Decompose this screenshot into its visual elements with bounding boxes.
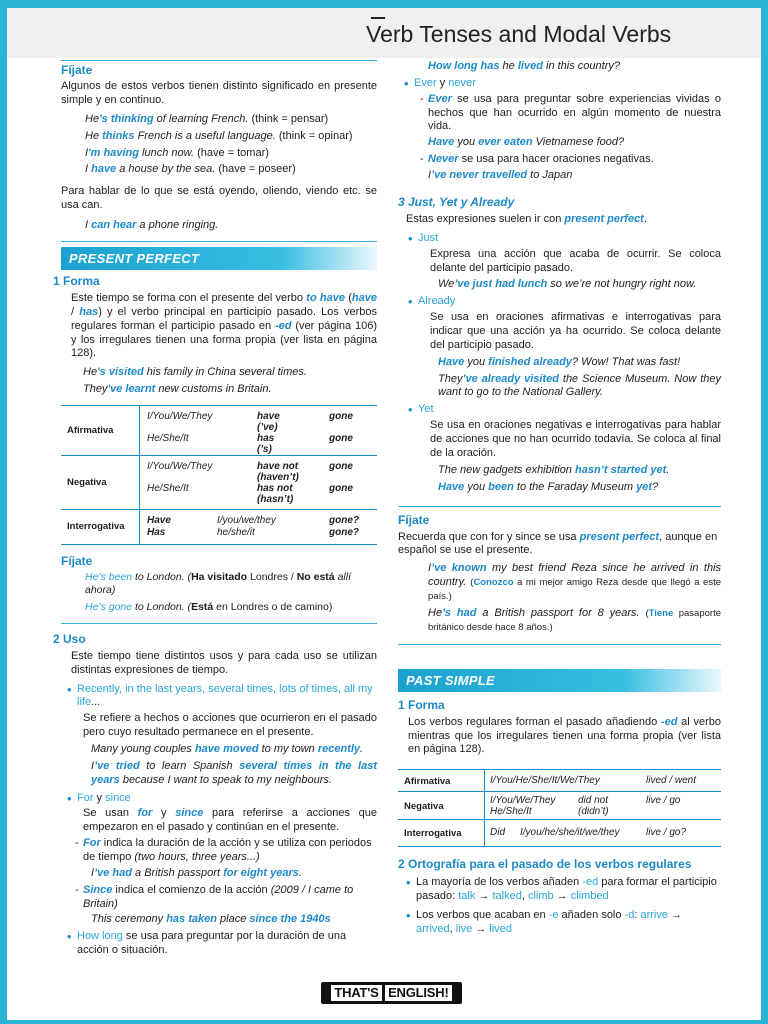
text-segment: Este tiempo se forma con el presente del verbo: [71, 291, 307, 304]
table-cell: he/she/it: [217, 526, 255, 538]
example-line: They've learnt new customs in Britain.: [83, 383, 272, 396]
bottom-accent-bar: [7, 1020, 761, 1024]
bullet-item: • Ever y never: [402, 77, 721, 91]
text-segment: has: [79, 305, 99, 318]
dash-item: - Since indica el comienzo de la acción (2009 / I came to Britain): [75, 884, 377, 912]
table-cell: Have: [147, 514, 171, 526]
bullet-item: • Los verbos que acaban en -e añaden solo -d: arrive → arrived, live → lived: [404, 909, 721, 937]
section-band-present-perfect: PRESENT PERFECT: [61, 247, 377, 270]
page-title: Verb Tenses and Modal Verbs: [366, 21, 672, 47]
row-label: Afirmativa: [404, 776, 451, 788]
row-label: Afirmativa: [67, 424, 114, 436]
example-line: He’s gone to London. (Está en Londres o de camino): [85, 600, 333, 613]
table-cell: has not: [257, 482, 293, 494]
table-row: [61, 456, 377, 510]
subheading: 1 Forma: [398, 697, 445, 712]
example-line: He’s had a British passport for 8 years. (Tiene pasaporte británico desde hace 8 años.): [428, 606, 721, 633]
example-line: They’ve already visited the Science Museum. Now they want to go to the National Gallery.: [438, 372, 721, 399]
text-segment: /: [71, 305, 80, 318]
bullet-paragraph: Expresa una acción que acaba de ocurrir. Se coloca delante del participio pasado.: [430, 247, 721, 274]
table-row: [398, 792, 721, 820]
table-cell: gone?: [329, 514, 359, 526]
table-cell: (’s): [257, 443, 272, 455]
example-line: How long has he lived in this country?: [428, 60, 620, 72]
logo-text-a: THAT'S: [331, 985, 381, 1001]
present-perfect-table: [61, 405, 377, 545]
fijate-para: Para hablar de lo que se está oyendo, oliendo, viendo etc. se usa can.: [61, 185, 377, 212]
bullet-item: • Recently, in the last years, several times, lots of times, all my life...: [65, 683, 377, 711]
jya-paragraph: Estas expresiones suelen ir con present perfect.: [406, 212, 647, 225]
text-segment: -ed: [275, 319, 292, 332]
table-cell: (’ve): [257, 421, 278, 433]
bullet-paragraph: Se refiere a hechos o acciones que ocurrieron en el pasado pero cuyo resultado permanece en el presente.: [83, 712, 377, 739]
bullet-item: • For y since: [65, 792, 377, 806]
table-cell: (didn’t): [578, 806, 609, 818]
dash-item: - For indica la duración de la acción y se utiliza con periodos de tiempo (two hours, three years...): [75, 837, 377, 865]
table-cell: gone: [329, 482, 353, 494]
fijate-intro: Algunos de estos verbos tienen distinto significado en presente simple y en continuo.: [61, 80, 377, 106]
table-cell: I/You/We/They: [147, 460, 213, 472]
text-segment: have: [351, 291, 377, 304]
text-segment: (ver página 106) y los irregulares tienen una forma propia (ver lista en página 128).: [71, 319, 377, 360]
example-line: I’ve had a British passport for eight years.: [91, 866, 302, 879]
text-segment: (: [344, 291, 352, 304]
table-cell: I/You/We/They: [147, 410, 213, 422]
fijate-paragraph: Recuerda que con for y since se usa present perfect, aunque en español se use el presente.: [398, 530, 718, 557]
table-row: [61, 510, 377, 544]
example-line: We’ve just had lunch so we’re not hungry right now.: [438, 278, 697, 291]
fijate-box-1: [61, 60, 377, 242]
table-cell: live / go?: [646, 827, 687, 839]
fijate-heading: Fíjate: [61, 553, 93, 568]
row-label: Negativa: [67, 476, 107, 488]
table-cell: Did: [490, 827, 506, 839]
table-cell: lived / went: [646, 775, 697, 787]
example-line: Have you ever eaten Vietnamese food?: [428, 136, 625, 149]
table-cell: gone: [329, 460, 353, 472]
bullet-paragraph: Se usa en oraciones negativas e interrogativas para hablar de acciones que no han ocurrido todavía. Se coloca al final de la oración.: [430, 419, 721, 459]
example-line: The new gadgets exhibition hasn’t started yet.: [438, 463, 670, 476]
uso-paragraph: Este tiempo tiene distintos usos y para cada uso se utilizan distintas expresiones de tiempo.: [71, 649, 377, 676]
example-line: I’ve tried to learn Spanish several times in the last years because I want to speak to my neighbours.: [91, 759, 377, 786]
example-line: I have a house by the sea. (have = poseer): [85, 163, 296, 176]
forma-paragraph: [53, 292, 377, 361]
example-line: Have you finished already? Wow! That was fast!: [438, 355, 681, 368]
table-cell: did not: [578, 795, 609, 807]
thats-english-logo: [321, 982, 462, 1004]
table-cell: have: [257, 410, 280, 422]
dash-item: - Ever se usa para preguntar sobre experiencias vividas o hechos que han ocurrido en algún momento de nuestra vida.: [420, 93, 721, 135]
example-line: I can hear a phone ringing.: [85, 218, 219, 231]
subheading: 2 Ortografía para el pasado de los verbos regulares: [398, 857, 692, 872]
bullet-item: • La mayoría de los verbos añaden -ed para formar el participio pasado: talk → talked, climb → climbed: [404, 876, 721, 904]
bullet-item: • How long se usa para preguntar por la duración de una acción o situación.: [65, 930, 377, 958]
text-segment: to have: [306, 291, 345, 304]
table-cell: gone: [329, 410, 353, 422]
example-line: He's visited his family in China several times.: [83, 366, 307, 379]
forma-paragraph: Los verbos regulares forman el pasado añadiendo -ed al verbo mientras que los irregulares tienen una forma propia (ver lista en página 128).: [408, 715, 721, 756]
example-line: Many young couples have moved to my town recently.: [91, 743, 364, 755]
table-cell: He/She/It: [490, 806, 532, 818]
text-segment: ) y el verbo principal en participio pasado. Los verbos regulares forman el participio pasado en: [71, 305, 377, 332]
table-cell: (haven’t): [257, 471, 299, 483]
subheading: 3 Just, Yet y Already: [398, 194, 515, 209]
example-line: Have you been to the Faraday Museum yet?: [438, 480, 659, 493]
example-line: He thinks French is a useful language. (think = opinar): [85, 129, 353, 142]
table-cell: I/You/We/They: [490, 795, 556, 807]
logo-text-b: ENGLISH!: [385, 985, 452, 1001]
example-line: He’s been to London. (Ha visitado Londres / No está allí ahora): [85, 571, 351, 597]
table-cell: I/You/He/She/It/We/They: [490, 775, 600, 787]
table-cell: Has: [147, 526, 166, 538]
top-accent-bar: [7, 0, 761, 8]
fijate-heading: Fíjate: [398, 513, 430, 528]
left-column: [53, 60, 377, 960]
example-line: This ceremony has taken place since the 1940s: [91, 913, 331, 926]
fijate-box-3: [398, 506, 721, 644]
right-column: [390, 60, 721, 939]
row-label: Negativa: [404, 801, 444, 813]
table-cell: gone: [329, 432, 353, 444]
example-line: I’ve known my best friend Reza since he arrived in this country. (Conozco a mi mejor amigo Reza desde que llegó a este país.): [428, 562, 722, 602]
row-label: Interrogativa: [67, 520, 125, 532]
table-row: [398, 820, 721, 846]
example-line: I’ve never travelled to Japan: [428, 169, 573, 182]
table-cell: live / go: [646, 795, 681, 807]
bullet-item: • Already: [406, 295, 721, 309]
table-cell: He/She/It: [147, 432, 189, 444]
past-simple-table: [398, 769, 721, 847]
table-cell: I/you/he/she/it/we/they: [520, 827, 620, 839]
example-line: He's thinking of learning French. (think = pensar): [85, 112, 329, 125]
table-cell: He/She/It: [147, 482, 189, 494]
section-band-past-simple: PAST SIMPLE: [398, 669, 721, 692]
dash-item: - Never se usa para hacer oraciones negativas.: [420, 153, 721, 167]
example-line: I'm having lunch now. (have = tomar): [85, 146, 269, 159]
table-cell: has: [257, 432, 275, 444]
bullet-item: • Just: [406, 232, 721, 246]
table-cell: gone?: [329, 526, 359, 538]
table-row: [61, 406, 377, 456]
bullet-paragraph: Se usan for y since para referirse a acciones que empezaron en el pasado y continúan en el presente.: [83, 807, 377, 834]
bullet-item: • Yet: [406, 403, 721, 417]
bullet-paragraph: Se usa en oraciones afirmativas e interrogativas para indicar que una acción ya ha ocurrido. Se coloca delante del participio pasado.: [430, 311, 721, 351]
fijate-heading: Fíjate: [61, 63, 93, 77]
table-cell: I/you/we/they: [217, 514, 276, 526]
table-row: [398, 770, 721, 792]
subheading: 1 Forma: [53, 273, 100, 288]
table-cell: have not: [257, 460, 299, 472]
table-cell: (hasn’t): [257, 493, 294, 505]
row-label: Interrogativa: [404, 828, 462, 840]
fijate-box-2: [61, 552, 377, 624]
subheading: 2 Uso: [53, 631, 86, 646]
